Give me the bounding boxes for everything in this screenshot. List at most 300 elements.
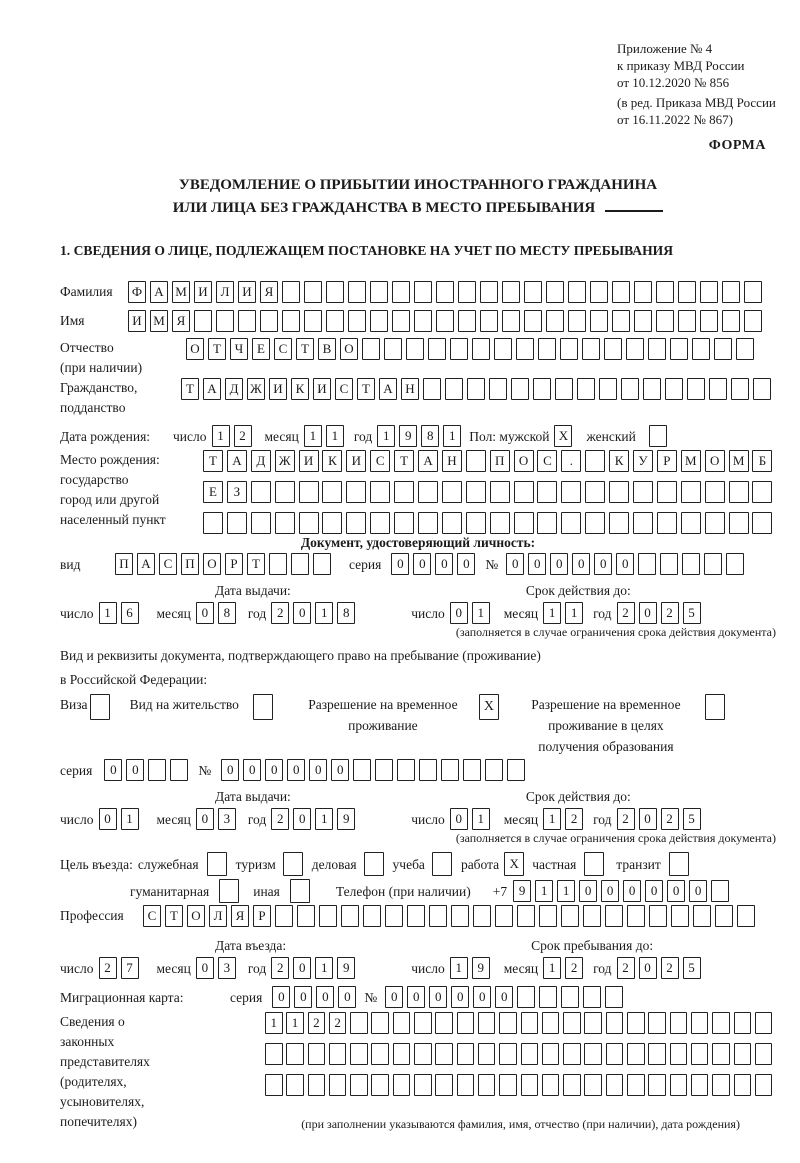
form-cell[interactable]	[606, 1074, 624, 1096]
form-cell[interactable]	[350, 1043, 368, 1065]
form-cell[interactable]: М	[150, 310, 168, 332]
form-cell[interactable]: 0	[104, 759, 122, 781]
form-cell[interactable]	[458, 281, 476, 303]
form-cell[interactable]	[755, 1074, 773, 1096]
form-cell[interactable]	[691, 1074, 709, 1096]
form-cell[interactable]	[348, 281, 366, 303]
form-cell[interactable]	[418, 512, 438, 534]
form-cell[interactable]	[275, 481, 295, 503]
form-cell[interactable]: 1	[472, 602, 490, 624]
form-cell[interactable]	[507, 759, 525, 781]
form-cell[interactable]	[393, 1012, 411, 1034]
form-cell[interactable]	[752, 512, 772, 534]
form-cell[interactable]: С	[335, 378, 353, 400]
form-cell[interactable]: 3	[218, 808, 236, 830]
form-cell[interactable]: Т	[394, 450, 414, 472]
form-cell[interactable]: 0	[385, 986, 403, 1008]
form-cell[interactable]: Я	[260, 281, 278, 303]
form-cell[interactable]	[291, 553, 309, 575]
form-cell[interactable]: 1	[315, 602, 333, 624]
form-cell[interactable]	[467, 378, 485, 400]
form-cell[interactable]	[627, 1074, 645, 1096]
form-cell[interactable]	[665, 378, 683, 400]
form-cell[interactable]: 1	[565, 602, 583, 624]
form-cell[interactable]	[590, 281, 608, 303]
form-cell[interactable]	[499, 1012, 517, 1034]
form-cell[interactable]	[194, 310, 212, 332]
purpose-official-checkbox[interactable]	[207, 852, 227, 876]
form-cell[interactable]	[621, 378, 639, 400]
form-cell[interactable]: 0	[293, 602, 311, 624]
form-cell[interactable]: 0	[265, 759, 283, 781]
form-cell[interactable]	[524, 281, 542, 303]
purpose-business-checkbox[interactable]	[364, 852, 384, 876]
form-cell[interactable]	[517, 986, 535, 1008]
form-cell[interactable]: О	[340, 338, 358, 360]
form-cell[interactable]: Л	[209, 905, 227, 927]
form-cell[interactable]: 0	[667, 880, 685, 902]
form-cell[interactable]	[606, 1043, 624, 1065]
form-cell[interactable]	[753, 378, 771, 400]
form-cell[interactable]	[227, 512, 247, 534]
form-cell[interactable]	[346, 481, 366, 503]
form-cell[interactable]: 1	[443, 425, 461, 447]
form-cell[interactable]	[393, 1074, 411, 1096]
form-cell[interactable]: 0	[639, 602, 657, 624]
form-cell[interactable]	[385, 905, 403, 927]
form-cell[interactable]	[555, 378, 573, 400]
form-cell[interactable]	[370, 281, 388, 303]
form-cell[interactable]	[561, 512, 581, 534]
form-cell[interactable]	[568, 281, 586, 303]
form-cell[interactable]	[370, 481, 390, 503]
form-cell[interactable]: С	[370, 450, 390, 472]
form-cell[interactable]	[511, 378, 529, 400]
form-cell[interactable]	[329, 1074, 347, 1096]
form-cell[interactable]: 2	[271, 602, 289, 624]
form-cell[interactable]	[656, 281, 674, 303]
form-cell[interactable]	[458, 310, 476, 332]
form-cell[interactable]	[392, 310, 410, 332]
form-cell[interactable]: 5	[683, 602, 701, 624]
form-cell[interactable]	[299, 512, 319, 534]
form-cell[interactable]: С	[159, 553, 177, 575]
form-cell[interactable]: Р	[657, 450, 677, 472]
form-cell[interactable]: Е	[203, 481, 223, 503]
form-cell[interactable]	[308, 1074, 326, 1096]
form-cell[interactable]	[585, 450, 605, 472]
form-cell[interactable]: И	[299, 450, 319, 472]
form-cell[interactable]: 5	[683, 808, 701, 830]
form-cell[interactable]: 0	[450, 602, 468, 624]
form-cell[interactable]	[282, 281, 300, 303]
form-cell[interactable]	[687, 378, 705, 400]
sex-female-checkbox[interactable]	[649, 425, 667, 447]
form-cell[interactable]	[435, 1012, 453, 1034]
form-cell[interactable]	[375, 759, 393, 781]
form-cell[interactable]	[265, 1074, 283, 1096]
form-cell[interactable]: 1	[99, 602, 117, 624]
form-cell[interactable]: О	[705, 450, 725, 472]
form-cell[interactable]: Д	[225, 378, 243, 400]
form-cell[interactable]	[634, 281, 652, 303]
form-cell[interactable]: А	[379, 378, 397, 400]
form-cell[interactable]	[521, 1043, 539, 1065]
form-cell[interactable]	[490, 481, 510, 503]
form-cell[interactable]	[542, 1074, 560, 1096]
form-cell[interactable]: Р	[253, 905, 271, 927]
form-cell[interactable]	[670, 1012, 688, 1034]
form-cell[interactable]	[370, 512, 390, 534]
form-cell[interactable]	[414, 1043, 432, 1065]
form-cell[interactable]: 0	[689, 880, 707, 902]
form-cell[interactable]	[729, 512, 749, 534]
form-cell[interactable]	[478, 1074, 496, 1096]
form-cell[interactable]	[326, 310, 344, 332]
form-cell[interactable]	[203, 512, 223, 534]
form-cell[interactable]: И	[194, 281, 212, 303]
form-cell[interactable]: С	[537, 450, 557, 472]
form-cell[interactable]	[521, 1074, 539, 1096]
purpose-private-checkbox[interactable]	[584, 852, 604, 876]
form-cell[interactable]	[322, 512, 342, 534]
form-cell[interactable]: М	[729, 450, 749, 472]
form-cell[interactable]	[671, 905, 689, 927]
form-cell[interactable]	[546, 310, 564, 332]
form-cell[interactable]	[463, 759, 481, 781]
purpose-transit-checkbox[interactable]	[669, 852, 689, 876]
form-cell[interactable]	[638, 553, 656, 575]
form-cell[interactable]	[722, 310, 740, 332]
form-cell[interactable]: 0	[506, 553, 524, 575]
form-cell[interactable]: 9	[513, 880, 531, 902]
form-cell[interactable]: А	[418, 450, 438, 472]
form-cell[interactable]	[585, 481, 605, 503]
form-cell[interactable]: 0	[293, 957, 311, 979]
form-cell[interactable]	[451, 905, 469, 927]
form-cell[interactable]: 0	[391, 553, 409, 575]
form-cell[interactable]	[441, 759, 459, 781]
form-cell[interactable]: 1	[212, 425, 230, 447]
form-cell[interactable]	[445, 378, 463, 400]
form-cell[interactable]	[563, 1043, 581, 1065]
form-cell[interactable]: Т	[247, 553, 265, 575]
form-cell[interactable]	[170, 759, 188, 781]
purpose-humanitarian-checkbox[interactable]	[219, 879, 239, 903]
form-cell[interactable]: 2	[271, 957, 289, 979]
form-cell[interactable]	[414, 1012, 432, 1034]
form-cell[interactable]	[450, 338, 468, 360]
form-cell[interactable]: 2	[271, 808, 289, 830]
form-cell[interactable]: 6	[121, 602, 139, 624]
form-cell[interactable]	[472, 338, 490, 360]
form-cell[interactable]: 9	[399, 425, 417, 447]
form-cell[interactable]: 8	[337, 602, 355, 624]
form-cell[interactable]: И	[313, 378, 331, 400]
form-cell[interactable]	[633, 512, 653, 534]
form-cell[interactable]: 1	[315, 808, 333, 830]
form-cell[interactable]	[466, 481, 486, 503]
form-cell[interactable]	[238, 310, 256, 332]
form-cell[interactable]: И	[269, 378, 287, 400]
form-cell[interactable]: С	[274, 338, 292, 360]
form-cell[interactable]	[722, 281, 740, 303]
form-cell[interactable]	[457, 1012, 475, 1034]
form-cell[interactable]: 0	[572, 553, 590, 575]
form-cell[interactable]: 0	[616, 553, 634, 575]
form-cell[interactable]	[736, 338, 754, 360]
form-cell[interactable]	[678, 310, 696, 332]
form-cell[interactable]	[681, 512, 701, 534]
form-cell[interactable]: О	[187, 905, 205, 927]
form-cell[interactable]: С	[143, 905, 161, 927]
form-cell[interactable]	[705, 481, 725, 503]
form-cell[interactable]	[538, 338, 556, 360]
form-cell[interactable]: 0	[293, 808, 311, 830]
form-cell[interactable]: 1	[543, 602, 561, 624]
form-cell[interactable]	[537, 512, 557, 534]
form-cell[interactable]	[435, 1043, 453, 1065]
form-cell[interactable]: 2	[234, 425, 252, 447]
form-cell[interactable]	[436, 310, 454, 332]
form-cell[interactable]: Т	[203, 450, 223, 472]
form-cell[interactable]: О	[186, 338, 204, 360]
form-cell[interactable]	[407, 905, 425, 927]
form-cell[interactable]	[313, 553, 331, 575]
form-cell[interactable]	[269, 553, 287, 575]
form-cell[interactable]: 2	[661, 808, 679, 830]
form-cell[interactable]	[691, 1043, 709, 1065]
form-cell[interactable]	[148, 759, 166, 781]
form-cell[interactable]: О	[514, 450, 534, 472]
form-cell[interactable]: .	[561, 450, 581, 472]
form-cell[interactable]	[609, 481, 629, 503]
form-cell[interactable]	[251, 481, 271, 503]
form-cell[interactable]	[394, 481, 414, 503]
form-cell[interactable]	[693, 905, 711, 927]
form-cell[interactable]	[649, 905, 667, 927]
form-cell[interactable]	[692, 338, 710, 360]
form-cell[interactable]	[363, 905, 381, 927]
form-cell[interactable]	[442, 512, 462, 534]
form-cell[interactable]: 2	[329, 1012, 347, 1034]
form-cell[interactable]: 0	[528, 553, 546, 575]
rvp-edu-checkbox[interactable]	[705, 694, 725, 720]
form-cell[interactable]: 0	[309, 759, 327, 781]
form-cell[interactable]	[734, 1012, 752, 1034]
form-cell[interactable]	[251, 512, 271, 534]
form-cell[interactable]: 0	[287, 759, 305, 781]
form-cell[interactable]: 0	[495, 986, 513, 1008]
form-cell[interactable]	[670, 1043, 688, 1065]
form-cell[interactable]: И	[238, 281, 256, 303]
form-cell[interactable]	[419, 759, 437, 781]
form-cell[interactable]	[514, 512, 534, 534]
form-cell[interactable]: З	[227, 481, 247, 503]
form-cell[interactable]	[418, 481, 438, 503]
form-cell[interactable]: 0	[221, 759, 239, 781]
form-cell[interactable]	[539, 986, 557, 1008]
form-cell[interactable]	[714, 338, 732, 360]
form-cell[interactable]: 0	[272, 986, 290, 1008]
form-cell[interactable]: 0	[407, 986, 425, 1008]
form-cell[interactable]	[583, 905, 601, 927]
form-cell[interactable]	[744, 310, 762, 332]
form-cell[interactable]	[348, 310, 366, 332]
form-cell[interactable]	[329, 1043, 347, 1065]
form-cell[interactable]: 0	[594, 553, 612, 575]
form-cell[interactable]	[737, 905, 755, 927]
form-cell[interactable]	[648, 338, 666, 360]
form-cell[interactable]	[563, 1074, 581, 1096]
form-cell[interactable]: 1	[535, 880, 553, 902]
form-cell[interactable]	[490, 512, 510, 534]
form-cell[interactable]: 3	[218, 957, 236, 979]
visa-checkbox[interactable]	[90, 694, 110, 720]
form-cell[interactable]: 0	[126, 759, 144, 781]
form-cell[interactable]: 1	[543, 957, 561, 979]
form-cell[interactable]	[670, 338, 688, 360]
form-cell[interactable]	[561, 905, 579, 927]
form-cell[interactable]: 9	[337, 957, 355, 979]
form-cell[interactable]: 0	[338, 986, 356, 1008]
form-cell[interactable]: Е	[252, 338, 270, 360]
form-cell[interactable]: 0	[450, 808, 468, 830]
form-cell[interactable]	[353, 759, 371, 781]
form-cell[interactable]	[350, 1074, 368, 1096]
form-cell[interactable]: Д	[251, 450, 271, 472]
form-cell[interactable]	[480, 310, 498, 332]
form-cell[interactable]: Я	[172, 310, 190, 332]
form-cell[interactable]	[590, 310, 608, 332]
form-cell[interactable]	[435, 1074, 453, 1096]
form-cell[interactable]: 2	[617, 808, 635, 830]
rvp-checkbox[interactable]: X	[479, 694, 499, 720]
form-cell[interactable]: 0	[639, 808, 657, 830]
form-cell[interactable]	[494, 338, 512, 360]
purpose-study-checkbox[interactable]	[432, 852, 452, 876]
form-cell[interactable]: 1	[543, 808, 561, 830]
form-cell[interactable]	[414, 281, 432, 303]
form-cell[interactable]	[605, 905, 623, 927]
form-cell[interactable]	[560, 338, 578, 360]
form-cell[interactable]: 1	[304, 425, 322, 447]
form-cell[interactable]: Р	[225, 553, 243, 575]
form-cell[interactable]	[489, 378, 507, 400]
form-cell[interactable]	[633, 481, 653, 503]
form-cell[interactable]	[322, 481, 342, 503]
form-cell[interactable]: Т	[357, 378, 375, 400]
form-cell[interactable]	[495, 905, 513, 927]
form-cell[interactable]: В	[318, 338, 336, 360]
form-cell[interactable]: 0	[243, 759, 261, 781]
form-cell[interactable]: К	[291, 378, 309, 400]
form-cell[interactable]	[299, 481, 319, 503]
form-cell[interactable]	[704, 553, 722, 575]
form-cell[interactable]	[712, 1074, 730, 1096]
residence-permit-checkbox[interactable]	[253, 694, 273, 720]
form-cell[interactable]: Т	[181, 378, 199, 400]
form-cell[interactable]: 0	[429, 986, 447, 1008]
form-cell[interactable]	[502, 310, 520, 332]
form-cell[interactable]	[634, 310, 652, 332]
form-cell[interactable]	[584, 1012, 602, 1034]
form-cell[interactable]	[466, 512, 486, 534]
form-cell[interactable]	[514, 481, 534, 503]
form-cell[interactable]	[499, 1043, 517, 1065]
form-cell[interactable]: 7	[121, 957, 139, 979]
form-cell[interactable]	[599, 378, 617, 400]
form-cell[interactable]: А	[150, 281, 168, 303]
form-cell[interactable]: К	[609, 450, 629, 472]
form-cell[interactable]	[660, 553, 678, 575]
form-cell[interactable]: 0	[294, 986, 312, 1008]
purpose-other-checkbox[interactable]	[290, 879, 310, 903]
form-cell[interactable]	[627, 905, 645, 927]
form-cell[interactable]	[392, 281, 410, 303]
form-cell[interactable]	[502, 281, 520, 303]
form-cell[interactable]	[715, 905, 733, 927]
form-cell[interactable]: Ч	[230, 338, 248, 360]
form-cell[interactable]	[394, 512, 414, 534]
form-cell[interactable]	[539, 905, 557, 927]
form-cell[interactable]	[648, 1012, 666, 1034]
form-cell[interactable]: 2	[308, 1012, 326, 1034]
form-cell[interactable]	[583, 986, 601, 1008]
form-cell[interactable]	[606, 1012, 624, 1034]
form-cell[interactable]	[265, 1043, 283, 1065]
form-cell[interactable]	[604, 338, 622, 360]
form-cell[interactable]	[584, 1043, 602, 1065]
form-cell[interactable]: 0	[550, 553, 568, 575]
form-cell[interactable]	[609, 512, 629, 534]
form-cell[interactable]	[499, 1074, 517, 1096]
form-cell[interactable]	[561, 986, 579, 1008]
form-cell[interactable]	[473, 905, 491, 927]
form-cell[interactable]: 2	[565, 957, 583, 979]
form-cell[interactable]: А	[137, 553, 155, 575]
form-cell[interactable]	[516, 338, 534, 360]
form-cell[interactable]	[524, 310, 542, 332]
form-cell[interactable]	[584, 1074, 602, 1096]
form-cell[interactable]: Б	[752, 450, 772, 472]
form-cell[interactable]	[429, 905, 447, 927]
form-cell[interactable]	[755, 1012, 773, 1034]
form-cell[interactable]	[457, 1043, 475, 1065]
form-cell[interactable]: 5	[683, 957, 701, 979]
form-cell[interactable]	[216, 310, 234, 332]
form-cell[interactable]: 0	[435, 553, 453, 575]
form-cell[interactable]: 2	[661, 957, 679, 979]
form-cell[interactable]	[755, 1043, 773, 1065]
form-cell[interactable]: Л	[216, 281, 234, 303]
form-cell[interactable]: Н	[401, 378, 419, 400]
form-cell[interactable]: У	[633, 450, 653, 472]
purpose-tourism-checkbox[interactable]	[283, 852, 303, 876]
form-cell[interactable]	[537, 481, 557, 503]
form-cell[interactable]	[542, 1043, 560, 1065]
form-cell[interactable]: А	[203, 378, 221, 400]
form-cell[interactable]	[648, 1043, 666, 1065]
form-cell[interactable]: 1	[326, 425, 344, 447]
form-cell[interactable]: 1	[557, 880, 575, 902]
form-cell[interactable]: П	[115, 553, 133, 575]
form-cell[interactable]	[729, 481, 749, 503]
form-cell[interactable]	[605, 986, 623, 1008]
form-cell[interactable]	[442, 481, 462, 503]
form-cell[interactable]	[406, 338, 424, 360]
form-cell[interactable]	[542, 1012, 560, 1034]
